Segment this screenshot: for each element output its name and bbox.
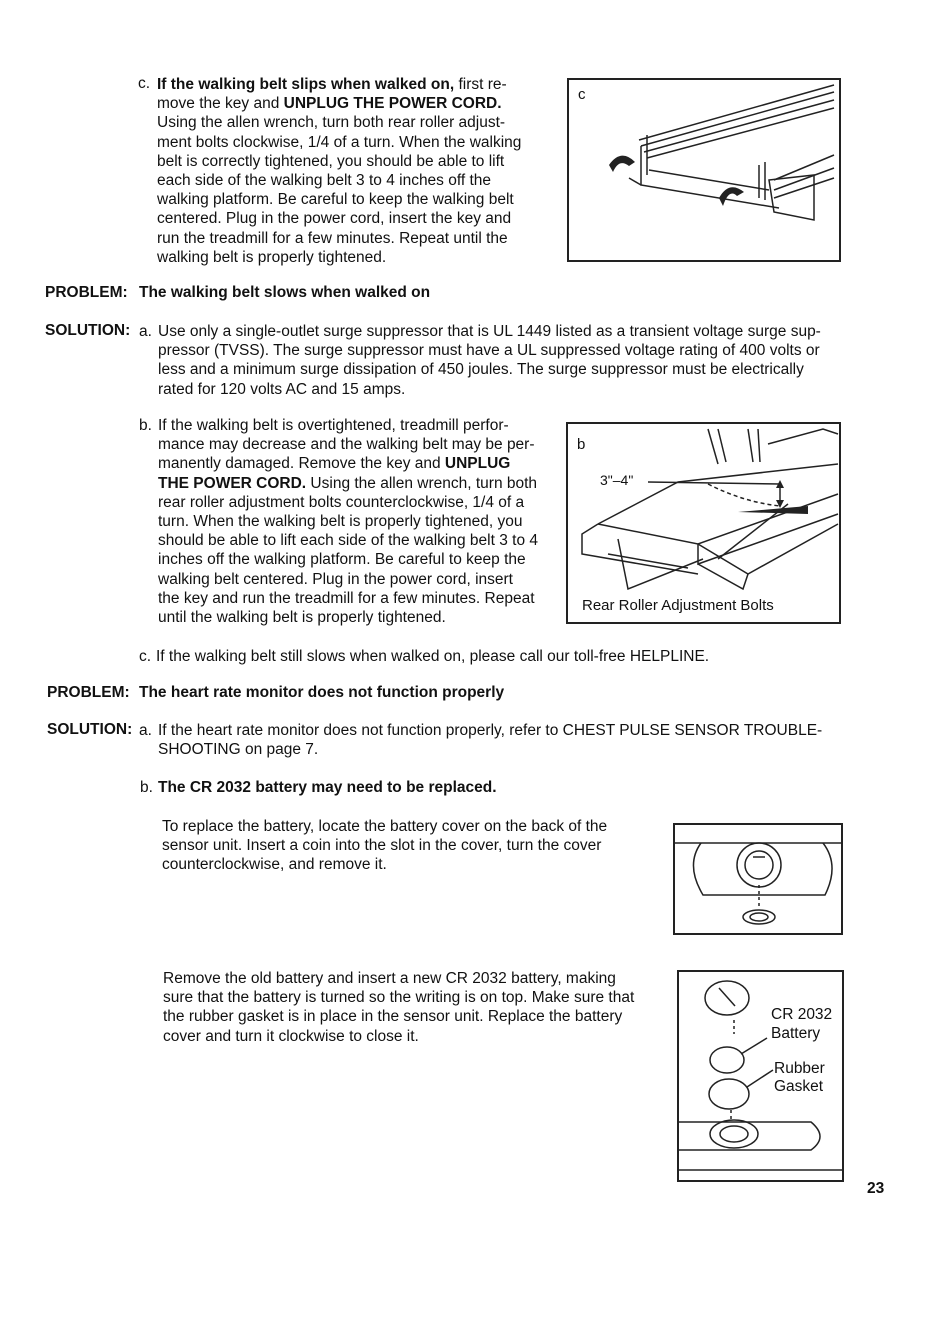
- solution-a-label: a.: [139, 323, 152, 340]
- figure-b-caption: Rear Roller Adjustment Bolts: [582, 597, 774, 614]
- problem-label-belt-slows: PROBLEM:: [45, 284, 128, 301]
- figure-c-treadmill-rear: [567, 78, 841, 262]
- solution-c-text: If the walking belt still slows when walked on, please call our toll-free HELPLINE.: [156, 648, 710, 665]
- step-c-label: c.: [138, 75, 151, 92]
- solution-b-text-2: Using the allen wrench, turn both rear roller adjustment bolts counterclockwise, 1/4 of a turn. When the walking belt is properly tightened, you should be able to lift each side of the walking belt 3 to 4 inches off the walking platform. Be careful to keep the walking belt centered. Plug in the power cord, insert the key and run the treadmill for a few minutes. Repeat until the walking belt is properly tightened.: [158, 474, 538, 627]
- battery-replace-instructions: Remove the old battery and insert a new CR 2032 battery, making sure that the battery is turned so the writing is on top. Make sure that the rubber gasket is in place in the sensor unit. Replace the battery cover and turn it clockwise to close it.: [163, 970, 635, 1045]
- problem-text-belt-slows: The walking belt slows when walked on: [139, 284, 431, 301]
- solution-a-text: Use only a single-outlet surge suppressor that is UL 1449 listed as a transient voltage surge sup-pressor (TVSS). The surge suppressor must have a UL suppressed voltage rating of 400 volts or less and a minimum surge dissipation of 450 joules. The surge suppressor must be electrically rated for 120 volts AC and 15 amps.: [158, 323, 821, 398]
- step-c-text-1: first re-move the key and: [157, 76, 507, 113]
- solution-b-label: b.: [139, 417, 152, 434]
- problem-text-heart-rate: The heart rate monitor does not function properly: [139, 684, 505, 701]
- figure-battery-gasket: [677, 970, 844, 1182]
- battery-label-line2: Battery: [771, 1025, 821, 1042]
- solution3-a-label: a.: [139, 722, 152, 739]
- gasket-label-line2: Gasket: [774, 1078, 824, 1095]
- page-number: 23: [867, 1180, 885, 1197]
- problem-label-heart-rate: PROBLEM:: [47, 684, 130, 701]
- solution-b-text-1: If the walking belt is overtightened, treadmill perfor-mance may decrease and the walking belt may be per-manently damaged. Remove the key and: [158, 417, 535, 473]
- solution-b-text: [158, 416, 538, 627]
- figure-b-measure: 3"–4": [600, 472, 634, 488]
- step-c-unplug: UNPLUG THE POWER CORD.: [283, 95, 502, 113]
- step-c-bold: If the walking belt slips when walked on,: [157, 76, 455, 93]
- figure-c-letter: c: [578, 86, 586, 103]
- treadmill-rear-drawing: [569, 80, 839, 260]
- step-c-text: [157, 75, 532, 267]
- solution3-b-text: The CR 2032 battery may need to be replaced.: [158, 779, 497, 796]
- figure-b-belt-tension: [566, 422, 841, 624]
- step-c-text-2: Using the allen wrench, turn both rear roller adjust-ment bolts clockwise, 1/4 of a turn. When the walking belt is correctly tightened, you should be able to lift each side of the walking belt 3 to 4 inches off the walking platform. Be careful to keep the walking belt centered. Plug in the power cord, insert the key and run the treadmill for a few minutes. Repeat until the walking belt is properly tightened.: [157, 114, 522, 266]
- solution-c-label: c.: [139, 648, 152, 665]
- figure-battery-cover: [673, 823, 843, 935]
- solution3-a-text: If the heart rate monitor does not function properly, refer to CHEST PULSE SENSOR TROUBLE-SHOOTING on page 7.: [158, 722, 823, 759]
- gasket-label-line1: Rubber: [774, 1060, 825, 1077]
- solution3-b-label: b.: [140, 779, 153, 796]
- figure-b-letter: b: [577, 436, 586, 453]
- battery-cover-instructions: To replace the battery, locate the battery cover on the back of the sensor unit. Insert a coin into the slot in the cover, turn the cover counterclockwise, and remove it.: [162, 818, 608, 874]
- belt-tension-drawing: [568, 424, 839, 622]
- solution-label-heart-rate: SOLUTION:: [47, 721, 133, 738]
- solution-b-unplug: UNPLUG THE POWER CORD.: [158, 455, 511, 492]
- solution-label-belt-slows: SOLUTION:: [45, 322, 131, 339]
- battery-cover-drawing: [675, 825, 841, 933]
- battery-label-line1: CR 2032: [771, 1006, 833, 1023]
